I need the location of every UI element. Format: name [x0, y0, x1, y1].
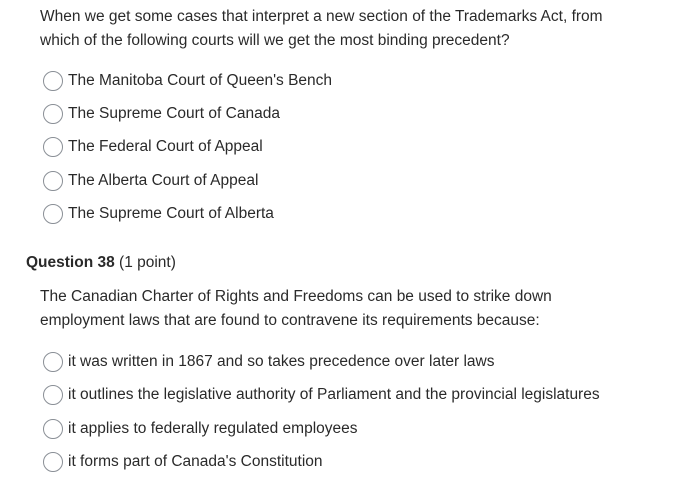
question-37-option-alberta-court-appeal[interactable]	[43, 170, 258, 192]
question-38-stem-line: The Canadian Charter of Rights and Freedoms can be used to strike down	[40, 288, 552, 305]
question-38-option-legislative-authority[interactable]	[43, 384, 600, 406]
question-37-stem	[40, 5, 650, 53]
option-label[interactable]: it applies to federally regulated employees	[68, 420, 358, 437]
option-label[interactable]: it outlines the legislative authority of Parliament and the provincial legislatures	[68, 386, 600, 403]
question-38-option-1867[interactable]	[43, 351, 494, 373]
question-37-option-federal-court-appeal[interactable]	[43, 136, 263, 158]
option-label[interactable]: The Supreme Court of Alberta	[68, 205, 274, 222]
question-37-option-manitoba[interactable]	[43, 70, 332, 92]
question-38-stem	[40, 285, 650, 333]
radio-button[interactable]	[43, 137, 63, 157]
question-title: Question 38	[26, 254, 115, 271]
question-points: (1 point)	[119, 254, 176, 271]
radio-button[interactable]	[43, 204, 63, 224]
question-38-option-constitution[interactable]	[43, 451, 323, 473]
radio-button[interactable]	[43, 71, 63, 91]
question-37-option-supreme-court-alberta[interactable]	[43, 203, 274, 225]
radio-button[interactable]	[43, 385, 63, 405]
radio-button[interactable]	[43, 419, 63, 439]
option-label[interactable]: The Alberta Court of Appeal	[68, 172, 259, 189]
option-label[interactable]: The Supreme Court of Canada	[68, 105, 280, 122]
question-37-option-supreme-court-canada[interactable]	[43, 103, 280, 125]
question-38-stem-line: employment laws that are found to contravene its requirements because:	[40, 312, 540, 329]
option-label[interactable]: it forms part of Canada's Constitution	[68, 453, 323, 470]
option-label[interactable]: The Manitoba Court of Queen's Bench	[68, 72, 333, 89]
question-37-stem-line: which of the following courts will we get the most binding precedent?	[40, 32, 510, 49]
question-37-stem-line: When we get some cases that interpret a new section of the Trademarks Act, from	[40, 8, 603, 25]
radio-button[interactable]	[43, 352, 63, 372]
option-label[interactable]: it was written in 1867 and so takes precedence over later laws	[68, 353, 495, 370]
option-label[interactable]: The Federal Court of Appeal	[68, 138, 263, 155]
question-38-header	[26, 254, 176, 272]
radio-button[interactable]	[43, 452, 63, 472]
radio-button[interactable]	[43, 171, 63, 191]
question-38-option-federally-regulated[interactable]	[43, 418, 358, 440]
radio-button[interactable]	[43, 104, 63, 124]
